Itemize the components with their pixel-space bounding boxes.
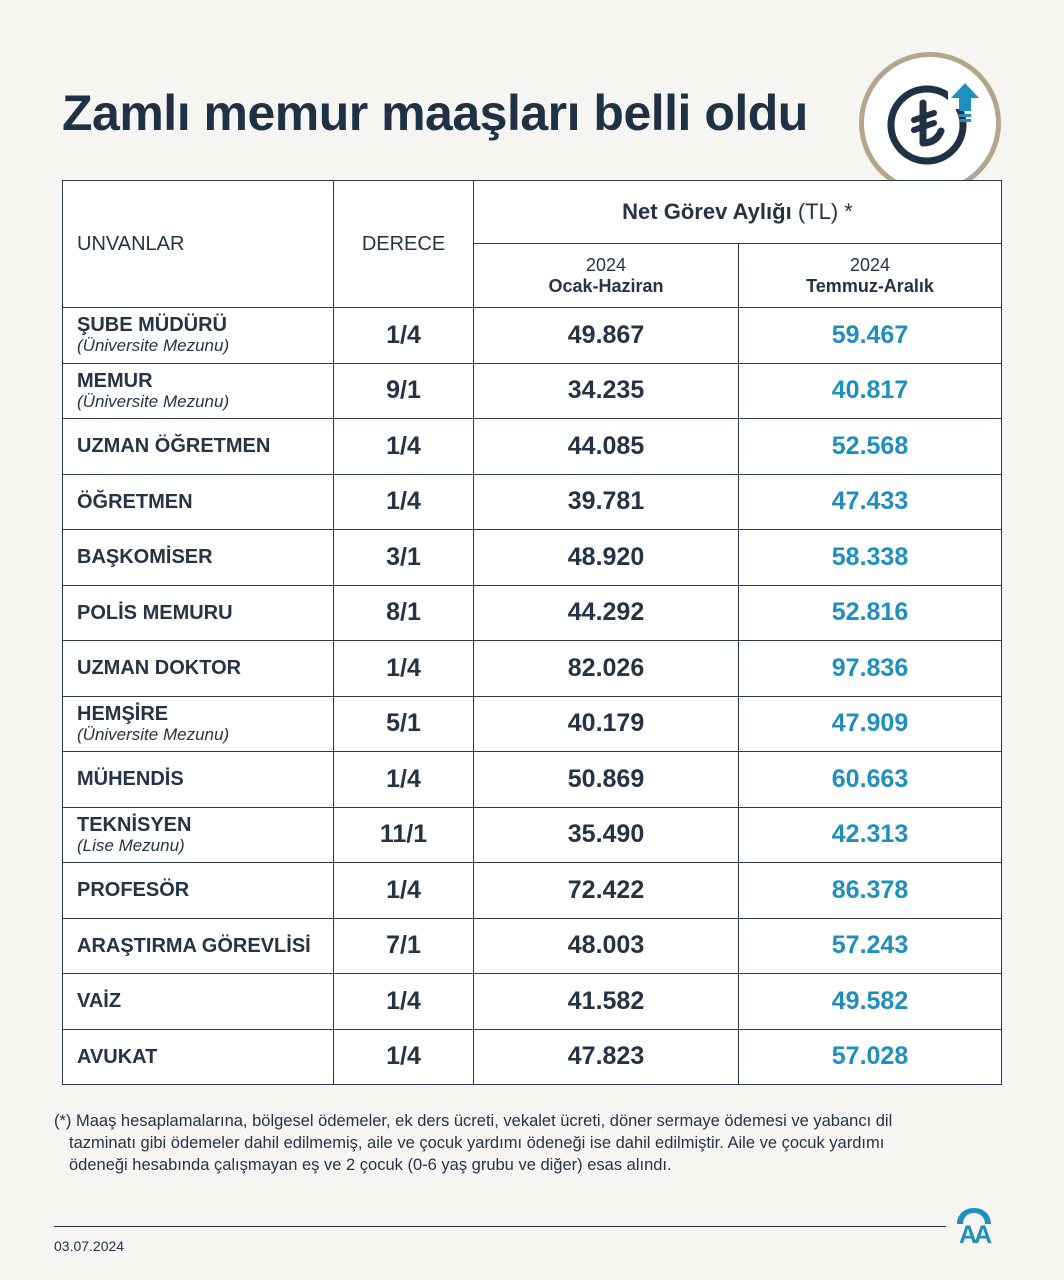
salary-h2-cell: 58.338 <box>739 530 1002 586</box>
group-header-bold: Net Görev Aylığı <box>622 199 792 224</box>
title-cell <box>63 807 334 863</box>
salary-h2-cell: 86.378 <box>739 863 1002 919</box>
salary-h2-cell: 97.836 <box>739 641 1002 697</box>
footnote-line-2: tazminatı gibi ödemeler dahil edilmemiş, aile ve çocuk yardımı ödeneği ise dahil edilmiştir. Aile ve çocuk yardımı <box>69 1134 885 1152</box>
grade-cell: 7/1 <box>334 918 474 974</box>
grade-cell: 5/1 <box>334 696 474 752</box>
publish-date: 03.07.2024 <box>54 1238 125 1254</box>
salary-h1-cell: 40.179 <box>474 696 739 752</box>
page-title: Zamlı memur maaşları belli oldu <box>62 85 808 141</box>
grade-cell: 1/4 <box>334 974 474 1030</box>
table-row <box>63 807 1002 863</box>
title-cell <box>63 363 334 419</box>
col-header-grade: DERECE <box>334 181 474 308</box>
table-row <box>63 363 1002 419</box>
grade-cell: 3/1 <box>334 530 474 586</box>
salary-h2-cell: 57.028 <box>739 1029 1002 1085</box>
lira-up-icon <box>864 57 996 189</box>
salary-h2-cell: 40.817 <box>739 363 1002 419</box>
table-row <box>63 752 1002 808</box>
job-title: POLİS MEMURU <box>77 601 233 624</box>
title-cell <box>63 863 334 919</box>
title-cell <box>63 585 334 641</box>
title-cell <box>63 308 334 364</box>
salary-h1-cell: 72.422 <box>474 863 739 919</box>
job-title-note: (Lise Mezunu) <box>77 835 185 855</box>
period-1-range: Ocak-Haziran <box>548 275 664 296</box>
title-cell <box>63 474 334 530</box>
job-title: UZMAN DOKTOR <box>77 657 242 680</box>
salary-h1-cell: 44.292 <box>474 585 739 641</box>
grade-cell: 9/1 <box>334 363 474 419</box>
salary-h1-cell: 41.582 <box>474 974 739 1030</box>
grade-cell: 1/4 <box>334 474 474 530</box>
job-title: VAİZ <box>77 990 122 1013</box>
salary-h2-cell: 52.568 <box>739 419 1002 475</box>
col-header-period-1 <box>474 244 739 308</box>
job-title: ÖĞRETMEN <box>77 490 193 513</box>
salary-h2-cell: 60.663 <box>739 752 1002 808</box>
grade-cell: 1/4 <box>334 419 474 475</box>
table-row <box>63 308 1002 364</box>
table-row <box>63 1029 1002 1085</box>
grade-cell: 1/4 <box>334 308 474 364</box>
footnote-line-1: (*) Maaş hesaplamalarına, bölgesel ödemeler, ek ders ücreti, vekalet ücreti, döner sermaye ödemesi ve yabancı dil <box>54 1112 893 1130</box>
job-title: MÜHENDİS <box>77 768 184 791</box>
job-title-note: (Üniversite Mezunu) <box>77 336 230 356</box>
aa-logo-text: AA <box>958 1221 990 1246</box>
table-row <box>63 585 1002 641</box>
salary-h1-cell: 82.026 <box>474 641 739 697</box>
title-cell <box>63 752 334 808</box>
job-title: UZMAN ÖĞRETMEN <box>77 435 271 458</box>
salary-h1-cell: 34.235 <box>474 363 739 419</box>
salary-h2-cell: 47.433 <box>739 474 1002 530</box>
salary-table <box>62 180 1002 1085</box>
grade-cell: 11/1 <box>334 807 474 863</box>
salary-h1-cell: 35.490 <box>474 807 739 863</box>
col-header-title: UNVANLAR <box>63 181 334 308</box>
salary-h2-cell: 47.909 <box>739 696 1002 752</box>
salary-h2-cell: 42.313 <box>739 807 1002 863</box>
salary-h2-cell: 57.243 <box>739 918 1002 974</box>
salary-h2-cell: 49.582 <box>739 974 1002 1030</box>
job-title: ŞUBE MÜDÜRÜ <box>77 314 227 337</box>
title-cell <box>63 974 334 1030</box>
table-row <box>63 641 1002 697</box>
job-title-note: (Üniversite Mezunu) <box>77 724 230 744</box>
salary-h1-cell: 48.920 <box>474 530 739 586</box>
job-title: PROFESÖR <box>77 879 190 902</box>
salary-h1-cell: 49.867 <box>474 308 739 364</box>
table-row <box>63 530 1002 586</box>
grade-cell: 1/4 <box>334 1029 474 1085</box>
salary-h2-cell: 59.467 <box>739 308 1002 364</box>
title-cell <box>63 1029 334 1085</box>
footnote-line-3: ödeneği hesabında çalışmayan eş ve 2 çocuk (0-6 yaş grubu ve diğer) esas alındı. <box>69 1156 672 1174</box>
salary-h1-cell: 39.781 <box>474 474 739 530</box>
grade-cell: 1/4 <box>334 752 474 808</box>
period-2-year: 2024 <box>849 254 891 275</box>
grade-cell: 1/4 <box>334 641 474 697</box>
job-title: HEMŞİRE <box>77 702 169 725</box>
period-2-range: Temmuz-Aralık <box>806 275 934 296</box>
title-cell <box>63 641 334 697</box>
job-title: AVUKAT <box>77 1045 158 1068</box>
grade-cell: 8/1 <box>334 585 474 641</box>
job-title-note: (Üniversite Mezunu) <box>77 391 230 411</box>
job-title: ARAŞTIRMA GÖREVLİSİ <box>77 934 311 957</box>
salary-h1-cell: 47.823 <box>474 1029 739 1085</box>
table-row <box>63 419 1002 475</box>
salary-h1-cell: 48.003 <box>474 918 739 974</box>
table-row <box>63 918 1002 974</box>
job-title: TEKNİSYEN <box>77 813 192 836</box>
job-title: BAŞKOMİSER <box>77 546 213 569</box>
title-cell <box>63 419 334 475</box>
table-row <box>63 974 1002 1030</box>
title-cell <box>63 530 334 586</box>
salary-h1-cell: 44.085 <box>474 419 739 475</box>
lira-up-badge <box>859 52 1001 194</box>
footer-divider <box>54 1226 946 1227</box>
footnote <box>54 1110 1004 1176</box>
col-header-period-2 <box>739 244 1002 308</box>
grade-cell: 1/4 <box>334 863 474 919</box>
job-title: MEMUR <box>77 369 153 392</box>
group-header <box>474 181 1002 244</box>
group-header-rest: (TL) * <box>791 199 853 224</box>
aa-logo-icon <box>953 1206 995 1246</box>
title-cell <box>63 696 334 752</box>
salary-h1-cell: 50.869 <box>474 752 739 808</box>
table-row <box>63 696 1002 752</box>
table-row <box>63 474 1002 530</box>
period-1-year: 2024 <box>585 254 627 275</box>
title-cell <box>63 918 334 974</box>
table-row <box>63 863 1002 919</box>
salary-h2-cell: 52.816 <box>739 585 1002 641</box>
